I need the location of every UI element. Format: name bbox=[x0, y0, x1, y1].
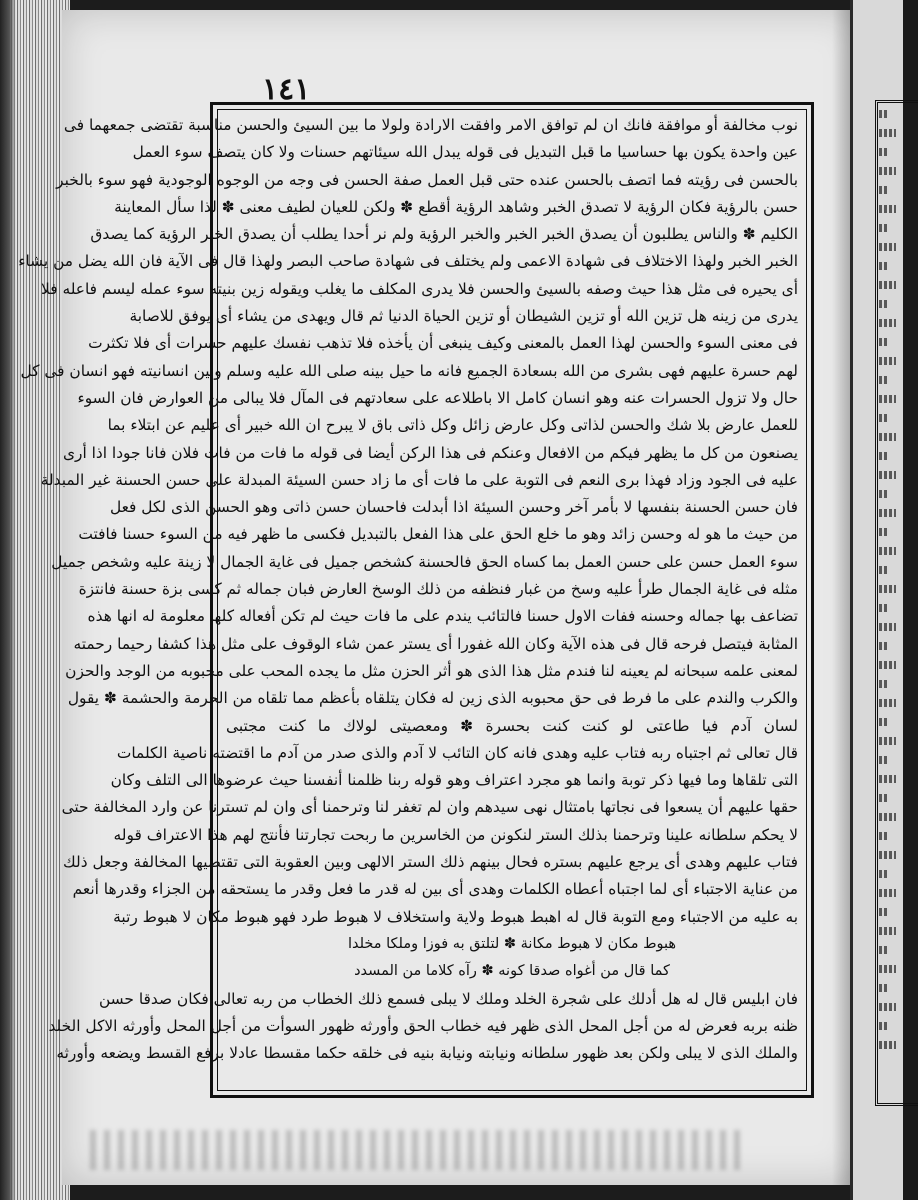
text-line: به عليه من الاجتباء ومع التوبة قال له اهبط هبوط ولاية واستخلاف لا هبوط طرد فهو هبوط مكان لا هبوط رتبة bbox=[113, 907, 798, 926]
text-line: مثله فى غاية الجمال طرأ عليه وسخ من غبار فنظفه من ذلك الوسخ العارض فبان جماله ثم كسى بزة حسنة فانتزة bbox=[78, 580, 798, 599]
facing-page-line-fragment bbox=[879, 661, 896, 669]
facing-page-line-fragment bbox=[879, 566, 889, 574]
facing-page-text-fragments bbox=[879, 110, 903, 1049]
facing-page-line-fragment bbox=[879, 927, 896, 935]
text-line: فان ابليس قال له هل أدلك على شجرة الخلد وملك لا يبلى فسمع ذلك الخطاب من ربه تعالى فكان صدقا حسن bbox=[98, 989, 798, 1008]
text-line: حال ولا تزول الحسرات عنه وهو انسان كامل الا باطلاعه على سعادتهم فى المآل فلا يبالى من العوارض فان السوء bbox=[77, 388, 798, 407]
text-line: حسن بالرؤية فكان الرؤية لا تصدق الخبر وشاهد الرؤية أقطع ✽ ولكن للعيان لطيف معنى ✽ لذا سأل المعاينة bbox=[114, 197, 798, 216]
facing-page-line-fragment bbox=[879, 528, 889, 536]
text-line: ظنه بربه فعرض له من أجل المحل الذى ظهر فيه خطاب الحق وأورثه ظهور السوأت من أجل المحل وأورثه الاكل الخلد bbox=[48, 1016, 798, 1035]
facing-page-line-fragment bbox=[879, 889, 896, 897]
main-text-block bbox=[18, 112, 798, 1090]
facing-page-line-fragment bbox=[879, 851, 896, 859]
facing-page-line-fragment bbox=[879, 167, 896, 175]
facing-page-line-fragment bbox=[879, 870, 889, 878]
text-line: لا يحكم سلطانه علينا وترحمنا بذلك الستر لنكونن من الخاسرين ما ربحت تجارتنا فأنتج لهم هذا الاعتراف قوله bbox=[113, 825, 798, 844]
facing-page-line-fragment bbox=[879, 813, 896, 821]
text-line: عين واحدة يكون بها حساسيا ما قبل التبديل فى قوله يبدل الله سيئاتهم حسنات ولا كان يتصف سوء العمل bbox=[132, 143, 798, 162]
facing-page-line-fragment bbox=[879, 604, 889, 612]
facing-page-line-fragment bbox=[879, 908, 889, 916]
text-line: الخبر الخبر ولهذا الاختلاف فى شهادة الاعمى ولم يختلف فى شهادة صاحب البصر ولهذا قال فى الآية فان الله يضل من يشاء bbox=[18, 252, 798, 271]
text-line: لمعنى علمه سبحانه لم يعينه لنا فندم مثل هذا الذى هو أثر الحزن مثل ما يجده المحب على محبوبه من الوجد والحزن bbox=[65, 661, 798, 680]
text-line: فتاب عليهم وهدى أى يرجع عليهم بستره فحال بينهم ذلك الستر الالهى وبين العقوبة التى تقتضيها المخالفة وجعل ذلك bbox=[63, 853, 798, 872]
facing-page-line-fragment bbox=[879, 414, 889, 422]
text-line: من حيث ما هو له وحسن زائد وهو ما خلع الحق على هذا الفعل بالتبديل فكسى ما ظهر فيه من السوء حسنا فافتت bbox=[78, 525, 798, 544]
text-line: حقها عليهم أن يسعوا فى نجاتها بامتثال نهى سيدهم وان لم تغفر لنا وترحمنا أى وان لم تسترنا عن وارد المخالفة حتى bbox=[61, 798, 798, 817]
text-line: من عناية الاجتباء أى لما اجتباه أعطاه الكلمات وهدى أى بين له قدر ما فعل وقدر ما يستحقه من الجزاء وقدرها أنعم bbox=[72, 880, 798, 899]
facing-page-line-fragment bbox=[879, 376, 889, 384]
text-line: يدرى من زينه هل تزين الله أو تزين الشيطان أو تزين الحياة الدنيا ثم قال ويهدى من يشاء أى يوفق للاصابة bbox=[129, 307, 798, 326]
facing-page-line-fragment bbox=[879, 490, 889, 498]
text-line: تضاعف بها جماله وحسنه ففات الاول حسنا فالتائب يندم على ما فات حيث لم تكن أفعاله كلها معلومة له انها هذه bbox=[87, 607, 798, 626]
text-line: بالحسن فى رؤيته فما اتصف بالحسن عنده حتى قبل العمل صفة الحسن فى وجه من الوجوه الوجودية فهو سوء بالخبر bbox=[56, 170, 798, 189]
facing-page-line-fragment bbox=[879, 452, 889, 460]
facing-page-line-fragment bbox=[879, 547, 896, 555]
facing-page-line-fragment bbox=[879, 300, 889, 308]
text-line: سوء العمل حسن على حسن العمل بما كساه الحق فالحسنة كشخص جميل فى غاية الجمال لا زينة عليه وشخص جميل bbox=[51, 552, 798, 571]
text-line: يصنعون من كل ما يظهر فيكم من الافعال وعنكم فى هذا الركن أيضا فى قوله ما فات من فات فلان فانا جودا اذا أرى bbox=[62, 443, 798, 462]
facing-page-line-fragment bbox=[879, 224, 889, 232]
facing-page-line-fragment bbox=[879, 946, 889, 954]
text-line: فان حسن الحسنة بنفسها لا بأمر آخر وحسن السيئة اذا أبدلت فاحسان حسن ذاتى وهو الحسن الذى لكل فعل bbox=[109, 498, 798, 517]
facing-page-line-fragment bbox=[879, 775, 896, 783]
facing-page-line-fragment bbox=[879, 186, 889, 194]
facing-page-line-fragment bbox=[879, 756, 889, 764]
facing-page-line-fragment bbox=[879, 110, 889, 118]
facing-page-sliver bbox=[850, 0, 903, 1200]
facing-page-line-fragment bbox=[879, 433, 896, 441]
facing-page-line-fragment bbox=[879, 129, 896, 137]
facing-page-line-fragment bbox=[879, 262, 889, 270]
text-line: المثابة فيتصل فرحه قال فى هذه الآية وكان الله غفورا أى يستر عمن شاء الوقوف على مثل هذا كشفا رحيما رحمته bbox=[73, 634, 798, 653]
text-line: والملك الذى لا يبلى ولكن بعد ظهور سلطانه ونيابته ونيابة بنيه فى خلقه حكما مقسطا عادلا برفع القسط ويضعه وأورثه bbox=[56, 1044, 798, 1063]
facing-page-line-fragment bbox=[879, 471, 896, 479]
text-line: أى يحيره فى مثل هذا حيث وصفه بالسيئ والحسن فلا يدرى المكلف ما يغلب ويقوله زين بنيته سوء عمله ليسم فاعله فلا bbox=[41, 279, 798, 298]
facing-page-line-fragment bbox=[879, 832, 889, 840]
page-number: ١٤١ bbox=[262, 72, 311, 107]
text-line: نوب مخالفة أو موافقة فانك ان لم توافق الامر وافقت الارادة ولولا ما بين السيئ والحسن مناسبة تقتضى جمعهما فى bbox=[63, 116, 798, 134]
facing-page-line-fragment bbox=[879, 243, 896, 251]
text-line: لهم حسرة عليهم فهى بشرى من الله بسعادة الجميع فانه ما حيل بينه صلى الله عليه وسلم وبين انسانيته فهو انسان فى كل bbox=[20, 361, 798, 380]
facing-page-line-fragment bbox=[879, 509, 896, 517]
text-line: الكليم ✽ والناس يطلبون أن يصدق الخبر الخبر والخبر الرؤية ولم نر أحدا يطلب أن يصدق الخبر الرؤية كما يصدق bbox=[90, 225, 798, 244]
text-line: والكرب والندم على ما فرط فى حق محبوبه الذى زين له فكان يتلقاه بأعظم مما تلقاه من الحرمة والحشمة ✽ يقول bbox=[67, 689, 798, 708]
text-line: فى معنى السوء والحسن لهذا العمل بالمعنى وكيف ينبغى أن يأخذه فلا تذهب نفسك عليهم حسرات أى فلا تكثرت bbox=[88, 334, 798, 353]
facing-page-line-fragment bbox=[879, 623, 896, 631]
facing-page-line-fragment bbox=[879, 794, 889, 802]
facing-page-line-fragment bbox=[879, 699, 896, 707]
scan-smudge bbox=[90, 1130, 740, 1170]
text-line: لسان آدم فيا طاعتى لو كنت كنت بحسرة ✽ ومعصيتى لولاك ما كنت مجتبى bbox=[226, 716, 798, 735]
verse-line: كما قال من أغواه صدقا كونه ✽ رآه كلاما من المسدد bbox=[354, 963, 670, 980]
facing-page-line-fragment bbox=[879, 718, 889, 726]
facing-page-line-fragment bbox=[879, 148, 889, 156]
facing-page-line-fragment bbox=[879, 1003, 896, 1011]
page-edges-shadow bbox=[0, 0, 16, 1200]
facing-page-line-fragment bbox=[879, 585, 896, 593]
facing-page-line-fragment bbox=[879, 984, 889, 992]
facing-page-line-fragment bbox=[879, 357, 896, 365]
facing-page-line-fragment bbox=[879, 395, 896, 403]
facing-page-line-fragment bbox=[879, 281, 896, 289]
verse-line: هبوط مكان لا هبوط مكانة ✽ لتلتق به فوزا وملكا مخلدا bbox=[347, 935, 677, 952]
facing-page-line-fragment bbox=[879, 680, 889, 688]
facing-page-line-fragment bbox=[879, 205, 896, 213]
text-line: قال تعالى ثم اجتباه ربه فتاب عليه وهدى فانه كان التائب لا آدم والذى صدر من آدم ما اقتضته ناصية الكلمات bbox=[116, 743, 798, 762]
text-line: للعمل عارض بلا شك والحسن لذاتى وكل عارض زائل وكل ذاتى باق لا يبرح ان الله خبير أى عليم عن ابتلاء بما bbox=[107, 416, 798, 435]
facing-page-line-fragment bbox=[879, 737, 896, 745]
facing-page-line-fragment bbox=[879, 642, 889, 650]
facing-page-line-fragment bbox=[879, 319, 896, 327]
text-line: عليه فى الجود وزاد فهذا برى النعم فى التوبة على ما فات أى ما زاد حسن السيئة المبدلة على حسن الحسنة غير المبدلة bbox=[40, 470, 798, 489]
facing-page-line-fragment bbox=[879, 965, 896, 973]
facing-page-line-fragment bbox=[879, 1022, 889, 1030]
text-line: التى تلقاها وما فيها ذكر توبة وانما هو مجرد اعتراف وهو قوله ربنا ظلمنا أنفسنا حيث عرضوها الى التلف وكان bbox=[110, 771, 798, 790]
facing-page-line-fragment bbox=[879, 1041, 896, 1049]
facing-page-line-fragment bbox=[879, 338, 889, 346]
